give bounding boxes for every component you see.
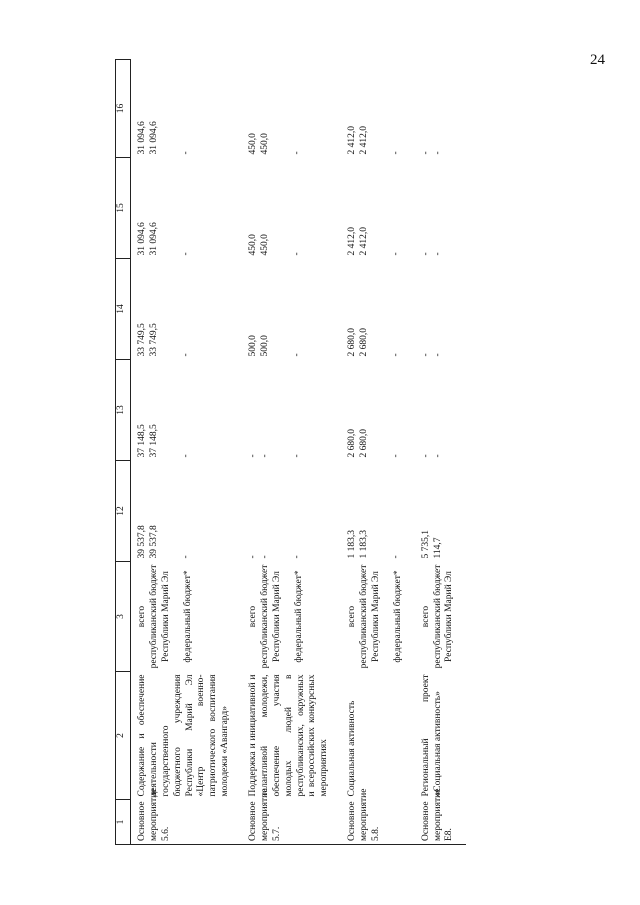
col-header-1: 1 xyxy=(116,800,131,845)
value-cell: 1 183,3 xyxy=(359,530,369,559)
value-cell: - xyxy=(390,151,401,155)
measure-code: Основное мероприятие Е8. xyxy=(415,800,467,845)
value-col-15 xyxy=(415,158,467,259)
header-row xyxy=(116,60,131,845)
value-cell: 2 412,0 xyxy=(347,227,358,256)
value-col-12 xyxy=(341,461,415,562)
measure-title: Региональный проект «Социальная активность» xyxy=(420,674,443,797)
measure-code: Основное мероприятие 5.8. xyxy=(341,800,415,845)
value-cell: 2 680,0 xyxy=(359,328,369,357)
value-cell: - xyxy=(432,454,443,458)
value-col-15 xyxy=(341,158,415,259)
value-cell: 39 537,8 xyxy=(137,525,147,559)
value-cell: 31 094,6 xyxy=(137,222,147,256)
measure-title: Социальная активность xyxy=(347,700,358,797)
value-cell: - xyxy=(390,555,401,559)
value-cell: 1 183,3 xyxy=(347,530,358,559)
value-col-13 xyxy=(415,360,467,461)
value-cell: - xyxy=(420,454,431,458)
value-cell: 450,0 xyxy=(248,234,258,256)
col-header-2: 2 xyxy=(116,672,131,800)
table-row xyxy=(341,60,415,845)
value-cell: 2 412,0 xyxy=(347,126,358,155)
value-cell: - xyxy=(259,555,270,559)
value-cell: - xyxy=(390,252,401,256)
value-cell: 114,7 xyxy=(432,537,443,559)
value-cell: - xyxy=(420,252,431,256)
value-col-16 xyxy=(131,60,243,158)
value-cell: 450,0 xyxy=(259,133,270,155)
source-federal: федеральный бюджет* xyxy=(293,570,304,663)
value-cell: 37 148,5 xyxy=(137,424,147,458)
value-cell: 37 148,5 xyxy=(148,424,159,458)
source-republic: республиканский бюджет Республики Марий Эл xyxy=(259,564,282,669)
value-cell: 39 537,8 xyxy=(148,525,159,559)
funding-source-labels xyxy=(131,562,243,672)
measure-code: Основное мероприятие 5.7. xyxy=(242,800,341,845)
value-cell: 31 094,6 xyxy=(148,121,159,155)
measure-title: Содержание и обеспечение деятельности государственного бюджетного учреждения Республики Марий Эл «Центр военно-патриотического воспитания молодежи «Авангард» xyxy=(137,674,231,797)
source-republic: республиканский бюджет Республики Марий Эл xyxy=(432,564,455,669)
value-col-14 xyxy=(415,259,467,360)
col-header-14: 14 xyxy=(116,259,131,360)
value-col-12 xyxy=(131,461,243,562)
budget-table-rotated xyxy=(115,60,535,845)
col-header-12: 12 xyxy=(116,461,131,562)
value-cell: - xyxy=(291,252,302,256)
value-col-15 xyxy=(131,158,243,259)
col-header-15: 15 xyxy=(116,158,131,259)
value-cell: - xyxy=(180,353,191,357)
value-cell: - xyxy=(180,555,191,559)
source-federal: федеральный бюджет* xyxy=(392,570,403,663)
value-cell: - xyxy=(432,353,443,357)
value-cell: 2 680,0 xyxy=(347,328,358,357)
source-republic: республиканский бюджет Республики Марий Эл xyxy=(148,564,171,669)
measure-code: Основное мероприятие 5.6. xyxy=(131,800,243,845)
funding-source-labels xyxy=(242,562,341,672)
value-cell: - xyxy=(180,454,191,458)
value-col-16 xyxy=(341,60,415,158)
table-row xyxy=(242,60,341,845)
value-col-14 xyxy=(341,259,415,360)
value-col-15 xyxy=(242,158,341,259)
col-header-16: 16 xyxy=(116,60,131,158)
funding-source-labels xyxy=(415,562,467,672)
value-cell: 2 412,0 xyxy=(359,126,369,155)
source-total: всего xyxy=(347,605,358,628)
value-cell: - xyxy=(432,252,443,256)
value-cell: - xyxy=(390,454,401,458)
value-cell: 33 749,5 xyxy=(148,323,159,357)
value-cell: 5 735,1 xyxy=(420,530,431,559)
value-col-16 xyxy=(415,60,467,158)
value-col-14 xyxy=(242,259,341,360)
page-number: 24 xyxy=(590,52,605,68)
value-cell: - xyxy=(291,151,302,155)
value-col-13 xyxy=(341,360,415,461)
value-col-16 xyxy=(242,60,341,158)
value-cell: - xyxy=(180,151,191,155)
value-cell: 2 680,0 xyxy=(347,429,358,458)
col-header-13: 13 xyxy=(116,360,131,461)
value-cell: - xyxy=(248,454,258,458)
value-cell: 31 094,6 xyxy=(148,222,159,256)
funding-source-labels xyxy=(341,562,415,672)
table-row xyxy=(131,60,243,845)
value-cell: - xyxy=(420,353,431,357)
value-cell: 450,0 xyxy=(259,234,270,256)
col-header-3: 3 xyxy=(116,562,131,672)
value-cell: - xyxy=(259,454,270,458)
budget-table xyxy=(115,59,466,845)
value-cell: 500,0 xyxy=(259,335,270,357)
value-col-13 xyxy=(131,360,243,461)
source-total: всего xyxy=(137,605,147,628)
source-total: всего xyxy=(248,605,258,628)
value-cell: - xyxy=(180,252,191,256)
source-total: всего xyxy=(420,605,431,628)
value-col-12 xyxy=(415,461,467,562)
value-cell: 2 680,0 xyxy=(359,429,369,458)
value-cell: 2 412,0 xyxy=(359,227,369,256)
value-cell: 31 094,6 xyxy=(137,121,147,155)
measure-title: Поддержка и инициативной и талантливой молодежи, обеспечение участия молодых людей в республиканских, окружных и всероссийских конкурсных мероприятиях xyxy=(248,674,330,797)
value-cell: - xyxy=(432,151,443,155)
value-col-13 xyxy=(242,360,341,461)
source-republic: республиканский бюджет Республики Марий Эл xyxy=(359,564,381,669)
value-cell: - xyxy=(390,353,401,357)
source-federal: федеральный бюджет* xyxy=(182,570,193,663)
value-cell: - xyxy=(291,555,302,559)
table-row xyxy=(415,60,467,845)
value-cell: 500,0 xyxy=(248,335,258,357)
value-cell: - xyxy=(420,151,431,155)
value-col-12 xyxy=(242,461,341,562)
value-cell: 450,0 xyxy=(248,133,258,155)
value-cell: - xyxy=(291,454,302,458)
value-col-14 xyxy=(131,259,243,360)
value-cell: 33 749,5 xyxy=(137,323,147,357)
value-cell: - xyxy=(248,555,258,559)
value-cell: - xyxy=(291,353,302,357)
